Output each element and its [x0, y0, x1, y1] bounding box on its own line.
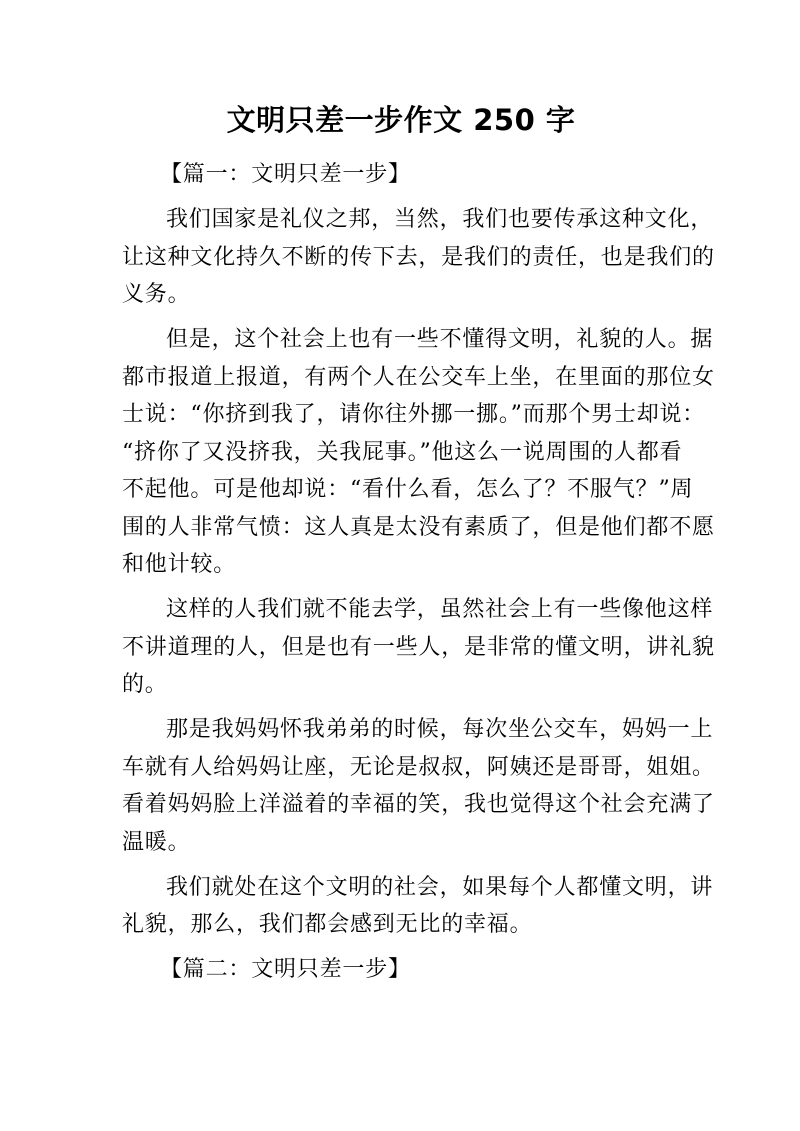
paragraph — [122, 711, 715, 861]
paragraph-line: 都市报道上报道，有两个人在公交车上坐，在里面的那位女 — [122, 364, 715, 390]
paragraph-line: 看着妈妈脸上洋溢着的幸福的笑，我也觉得这个社会充满了 — [122, 792, 715, 817]
paragraph-line: 不讲道理的人，但是也有一些人，是非常的懂文明，讲礼貌 — [122, 634, 715, 660]
paragraph-line: 温暖。 — [122, 829, 191, 855]
spacer — [122, 584, 680, 592]
paragraph-line: 义务。 — [122, 282, 191, 307]
paragraph-line: 不起他。可是他却说：“看什么看，怎么了？不服气？”周 — [122, 477, 694, 502]
spacer — [122, 194, 680, 202]
spacer — [122, 861, 680, 869]
section-heading-1: 【篇一：文明只差一步】 — [160, 162, 411, 187]
paragraph-line: 车就有人给妈妈让座，无论是叔叔，阿姨还是哥哥，姐姐。 — [122, 754, 715, 780]
document-body — [122, 156, 715, 989]
paragraph-line: 但是，这个社会上也有一些不懂得文明，礼貌的人。据 — [166, 327, 714, 352]
paragraph-line: 和他计较。 — [122, 552, 237, 577]
paragraph-line: 围的人非常气愤：这人真是太没有素质了，但是他们都不愿 — [122, 514, 715, 540]
paragraph-list — [122, 201, 715, 951]
paragraph-line: “挤你了又没挤我，关我屁事。”他这么一说周围的人都看 — [122, 439, 683, 465]
paragraph-line: 这样的人我们就不能去学，虽然社会上有一些像他这样 — [166, 597, 714, 622]
paragraph-line: 的。 — [122, 672, 168, 697]
section-heading-2: 【篇二：文明只差一步】 — [160, 957, 411, 982]
paragraph-line: 我们国家是礼仪之邦，当然，我们也要传承这种文化， — [166, 207, 714, 232]
document-title: 文明只差一步作文 250 字 — [226, 103, 576, 137]
spacer — [122, 704, 680, 712]
paragraph-line: 士说：“你挤到我了，请你往外挪一挪。”而那个男士却说： — [122, 402, 706, 427]
paragraph-line: 礼貌，那么，我们都会感到无比的幸福。 — [122, 912, 533, 937]
spacer — [122, 944, 680, 952]
paragraph-line: 我们就处在这个文明的社会，如果每个人都懂文明，讲 — [166, 874, 714, 900]
paragraph — [122, 321, 715, 584]
paragraph — [122, 869, 714, 944]
paragraph — [122, 591, 715, 704]
paragraph-line: 让这种文化持久不断的传下去，是我们的责任，也是我们的 — [122, 244, 715, 270]
spacer — [122, 314, 680, 322]
paragraph-line: 那是我妈妈怀我弟弟的时候，每次坐公交车，妈妈一上 — [166, 717, 714, 742]
paragraph — [122, 201, 715, 314]
